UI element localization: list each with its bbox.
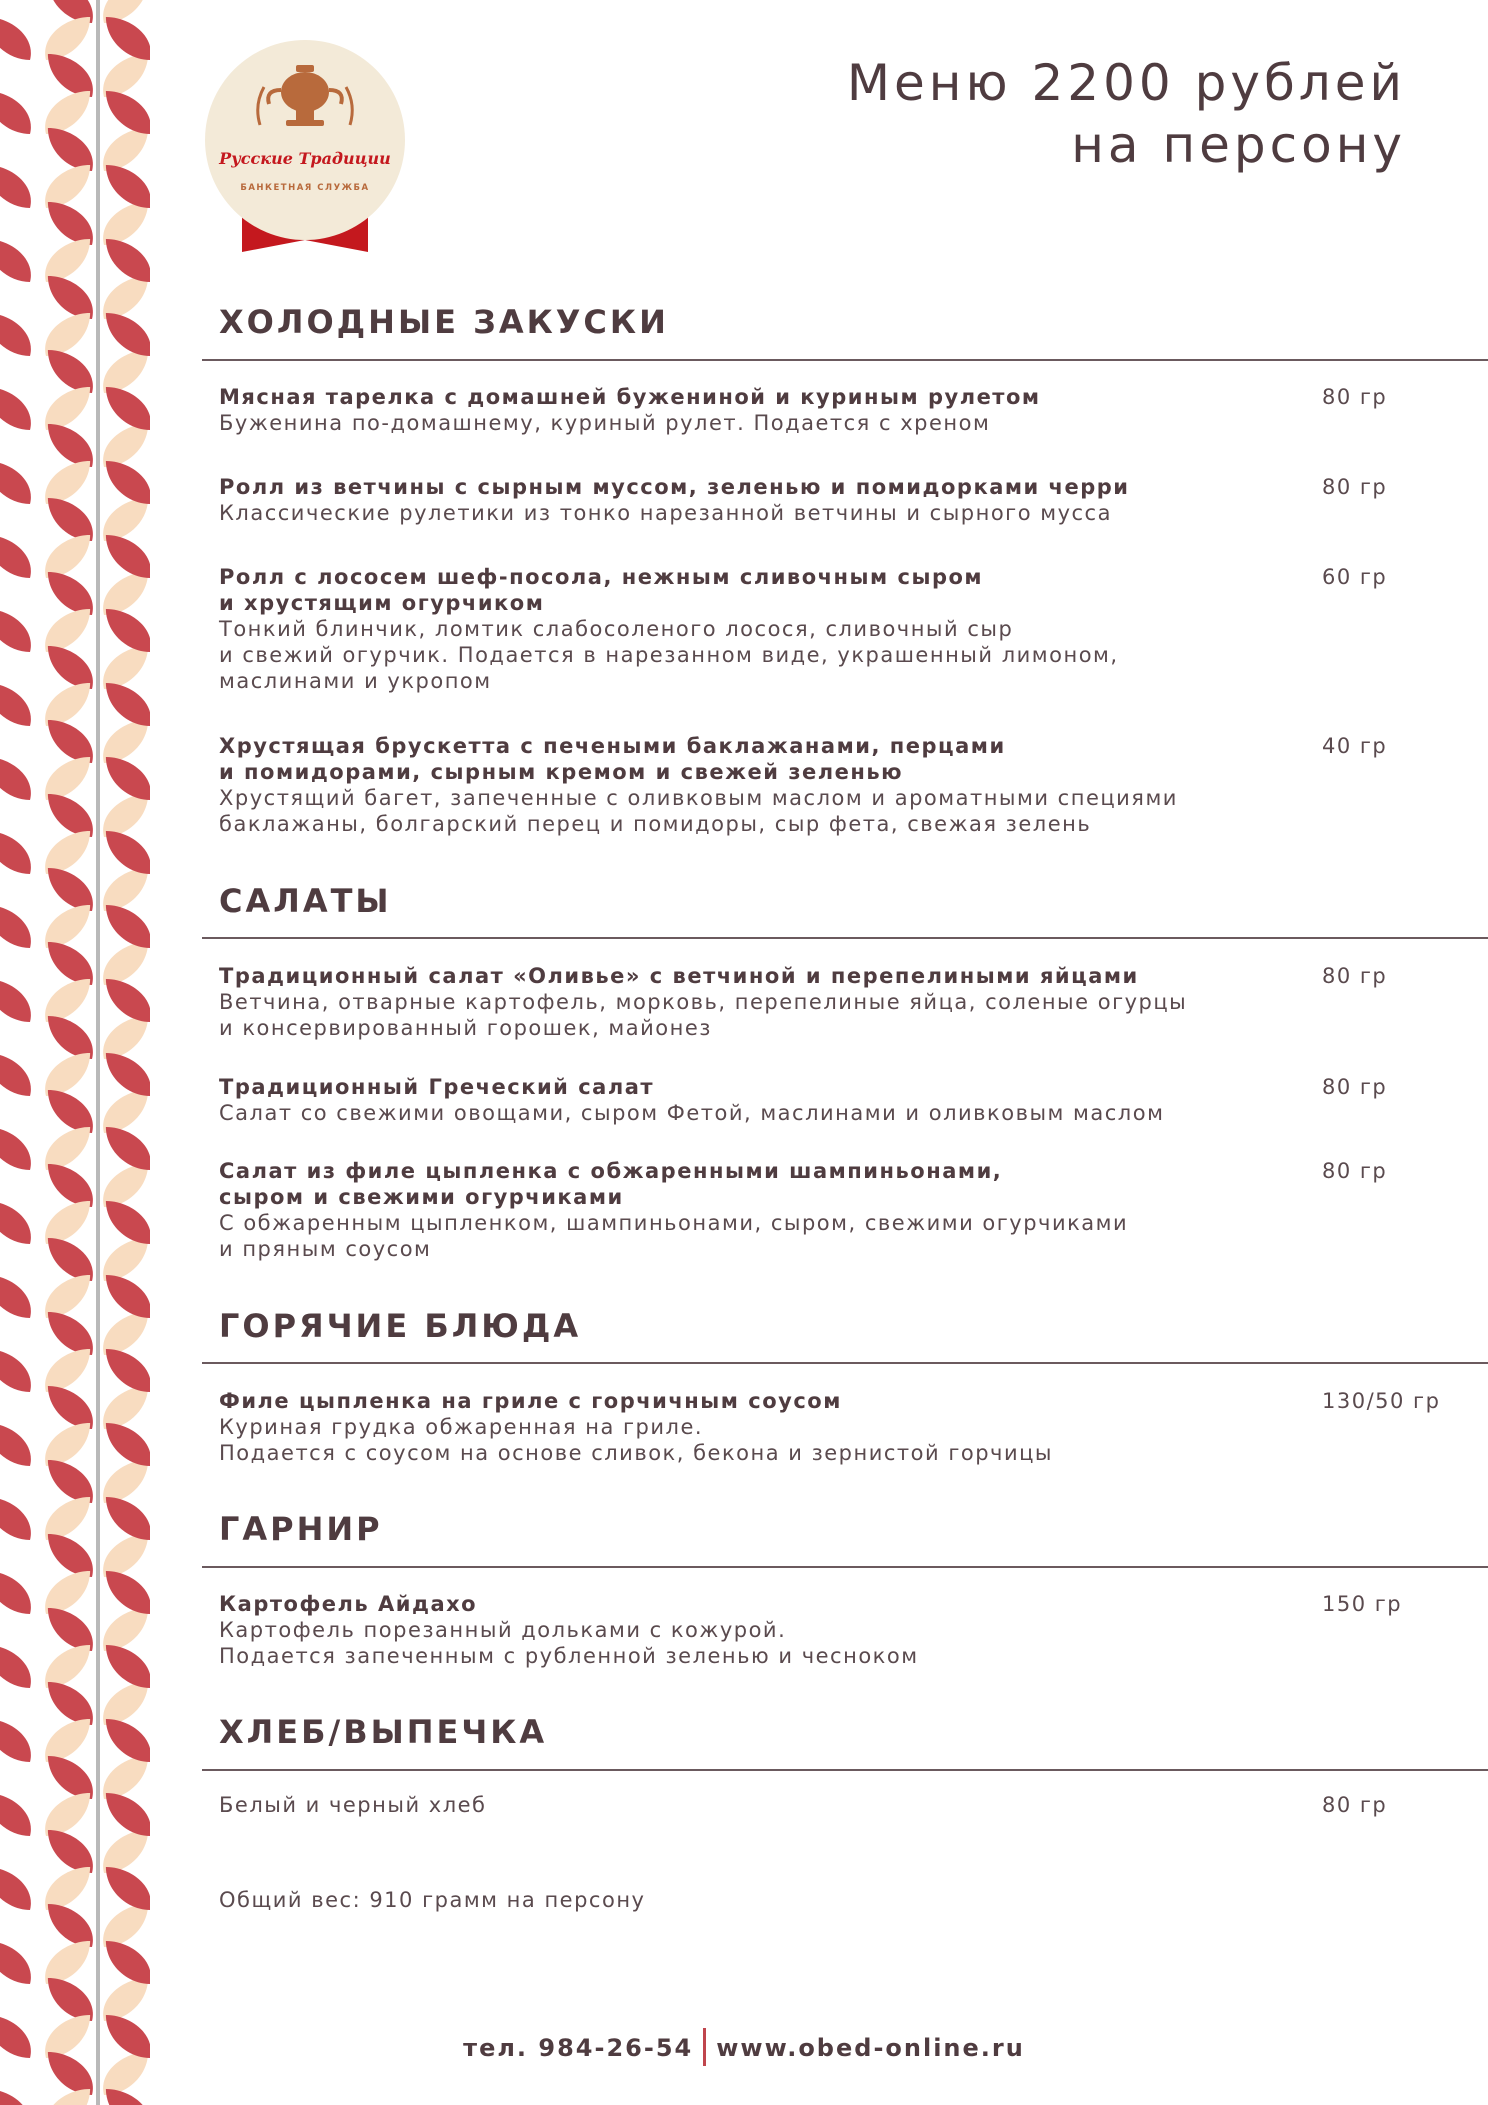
- page-title-line-1: Меню 2200 рублей: [846, 54, 1406, 112]
- leaf-icon: [105, 676, 150, 732]
- logo: [200, 40, 410, 260]
- leaf-icon: [105, 1194, 150, 1250]
- menu-item-description: Классические рулетики из тонко нарезанной ветчины и сырного мусса: [219, 501, 1112, 525]
- menu-item: [219, 1792, 1439, 1818]
- leaf-icon: [0, 602, 32, 658]
- leaf-icon: [105, 1490, 150, 1546]
- leaf-icon: [0, 824, 32, 880]
- menu-item: [219, 1388, 1439, 1466]
- section-title-bread: ХЛЕБ/ВЫПЕЧКА: [219, 1713, 548, 1751]
- leaf-icon: [105, 528, 150, 584]
- menu-item-weight: 80 гр: [1322, 385, 1388, 409]
- menu-item-description: Салат со свежими овощами, сыром Фетой, маслинами и оливковым маслом: [219, 1101, 1165, 1125]
- menu-item-description: Ветчина, отварные картофель, морковь, перепелиные яйца, соленые огурцы и консервированный горошек, майонез: [219, 990, 1188, 1040]
- leaf-icon: [105, 1934, 150, 1990]
- footer-website-link[interactable]: www.obed-online.ru: [716, 2034, 1025, 2062]
- menu-item-description: Хрустящий багет, запеченные с оливковым маслом и ароматными специями баклажаны, болгарский перец и помидоры, сыр фета, свежая зелень: [219, 786, 1178, 836]
- section-title-hot-dishes: ГОРЯЧИЕ БЛЮДА: [219, 1307, 582, 1345]
- section-divider: [202, 1362, 1488, 1364]
- leaf-icon: [0, 1860, 32, 1916]
- leaf-icon: [0, 158, 32, 214]
- menu-item-weight: 60 гр: [1322, 565, 1388, 589]
- menu-item: [219, 474, 1439, 526]
- leaf-icon: [105, 84, 150, 140]
- leaf-icon: [105, 232, 150, 288]
- leaf-icon: [105, 1860, 150, 1916]
- logo-brand: Русские Традиции: [219, 149, 391, 168]
- menu-item-weight: 80 гр: [1322, 1159, 1388, 1183]
- menu-item-name: Ролл с лососем шеф-посола, нежным сливочным сыром и хрустящим огурчиком: [219, 565, 984, 615]
- menu-item: [219, 1591, 1439, 1669]
- menu-item-name: Хрустящая брускетта с печеными баклажанами, перцами и помидорами, сырным кремом и свежей зеленью: [219, 734, 1006, 784]
- menu-item-description: С обжаренным цыпленком, шампиньонами, сыром, свежими огурчиками и пряным соусом: [219, 1211, 1129, 1261]
- section-divider: [202, 359, 1488, 361]
- menu-item-name: Традиционный салат «Оливье» с ветчиной и перепелиными яйцами: [219, 964, 1139, 988]
- menu-item-description: Картофель порезанный дольками с кожурой. Подается запеченным с рубленной зеленью и чесноком: [219, 1618, 919, 1668]
- leaf-icon: [105, 1268, 150, 1324]
- menu-item-description: Белый и черный хлеб: [219, 1793, 487, 1817]
- leaf-icon: [0, 454, 32, 510]
- section-divider: [202, 937, 1488, 939]
- leaf-icon: [0, 2082, 32, 2105]
- leaf-icon: [0, 1934, 32, 1990]
- menu-item-name: Салат из филе цыпленка с обжаренными шампиньонами, сыром и свежими огурчиками: [219, 1159, 1003, 1209]
- menu-item-name: Картофель Айдахо: [219, 1592, 478, 1616]
- menu-item-weight: 150 гр: [1322, 1592, 1403, 1616]
- total-weight: Общий вес: 910 грамм на персону: [219, 1888, 646, 1912]
- leaf-icon: [0, 1712, 32, 1768]
- page-title: [847, 52, 1406, 176]
- leaf-icon: [0, 232, 32, 288]
- footer-phone: тел. 984-26-54: [463, 2034, 694, 2062]
- ornament-stem: [96, 0, 100, 2105]
- menu-item: [219, 1074, 1439, 1126]
- leaf-icon: [0, 1564, 32, 1620]
- menu-item: [219, 564, 1439, 694]
- leaf-icon: [0, 898, 32, 954]
- menu-item-name: Традиционный Греческий салат: [219, 1075, 655, 1099]
- menu-item-description: Буженина по-домашнему, куриный рулет. Подается с хреном: [219, 411, 991, 435]
- leaf-icon: [0, 676, 32, 732]
- leaf-icon: [105, 602, 150, 658]
- section-title-salads: САЛАТЫ: [219, 882, 392, 920]
- menu-item-weight: 80 гр: [1322, 964, 1388, 988]
- menu-item: [219, 384, 1439, 436]
- leaf-icon: [0, 1268, 32, 1324]
- leaf-icon: [0, 1194, 32, 1250]
- leaf-icon: [0, 1046, 32, 1102]
- leaf-icon: [105, 1416, 150, 1472]
- leaf-icon: [0, 1490, 32, 1546]
- logo-subtitle: БАНКЕТНАЯ СЛУЖБА: [240, 183, 370, 193]
- leaf-icon: [105, 1564, 150, 1620]
- section-title-garnish: ГАРНИР: [219, 1510, 383, 1548]
- menu-item: [219, 733, 1439, 837]
- menu-item-weight: 40 гр: [1322, 734, 1388, 758]
- section-divider: [202, 1769, 1488, 1771]
- leaf-icon: [105, 10, 150, 66]
- menu-item-name: Ролл из ветчины с сырным муссом, зеленью и помидорками черри: [219, 475, 1130, 499]
- leaf-icon: [105, 750, 150, 806]
- leaf-icon: [105, 158, 150, 214]
- menu-item: [219, 1158, 1439, 1262]
- leaf-icon: [105, 1046, 150, 1102]
- section-divider: [202, 1566, 1488, 1568]
- leaf-icon: [0, 1638, 32, 1694]
- leaf-icon: [0, 1416, 32, 1472]
- menu-item: [219, 963, 1439, 1041]
- leaf-icon: [0, 972, 32, 1028]
- menu-item-description: Тонкий блинчик, ломтик слабосоленого лосося, сливочный сыр и свежий огурчик. Подается в нарезанном виде, украшенный лимоном, маслинами и укропом: [219, 617, 1119, 693]
- leaf-icon: [0, 1786, 32, 1842]
- section-title-cold-appetizers: ХОЛОДНЫЕ ЗАКУСКИ: [219, 303, 669, 341]
- leaf-ornament: [0, 0, 150, 2105]
- menu-item-name: Мясная тарелка с домашней бужениной и куриным рулетом: [219, 385, 1041, 409]
- leaf-icon: [105, 1120, 150, 1176]
- menu-item-name: Филе цыпленка на гриле с горчичным соусом: [219, 1389, 842, 1413]
- leaf-icon: [0, 380, 32, 436]
- page-title-line-2: на персону: [1071, 116, 1406, 174]
- menu-item-description: Куриная грудка обжаренная на гриле. Подается с соусом на основе сливок, бекона и зернистой горчицы: [219, 1415, 1053, 1465]
- leaf-icon: [105, 380, 150, 436]
- leaf-icon: [0, 528, 32, 584]
- leaf-icon: [0, 84, 32, 140]
- menu-item-weight: 80 гр: [1322, 475, 1388, 499]
- menu-item-weight: 130/50 гр: [1322, 1389, 1441, 1413]
- leaf-icon: [105, 824, 150, 880]
- leaf-icon: [105, 898, 150, 954]
- footer-separator: [703, 2028, 706, 2066]
- leaf-icon: [105, 1786, 150, 1842]
- leaf-icon: [105, 1638, 150, 1694]
- leaf-icon: [0, 306, 32, 362]
- leaf-icon: [0, 10, 32, 66]
- leaf-icon: [105, 1712, 150, 1768]
- leaf-icon: [105, 454, 150, 510]
- leaf-icon: [105, 306, 150, 362]
- leaf-icon: [0, 1120, 32, 1176]
- menu-item-weight: 80 гр: [1322, 1075, 1388, 1099]
- menu-item-weight: 80 гр: [1322, 1793, 1388, 1817]
- leaf-icon: [105, 1342, 150, 1398]
- footer-contacts: [0, 2030, 1488, 2068]
- leaf-icon: [0, 1342, 32, 1398]
- leaf-icon: [0, 750, 32, 806]
- leaf-icon: [105, 972, 150, 1028]
